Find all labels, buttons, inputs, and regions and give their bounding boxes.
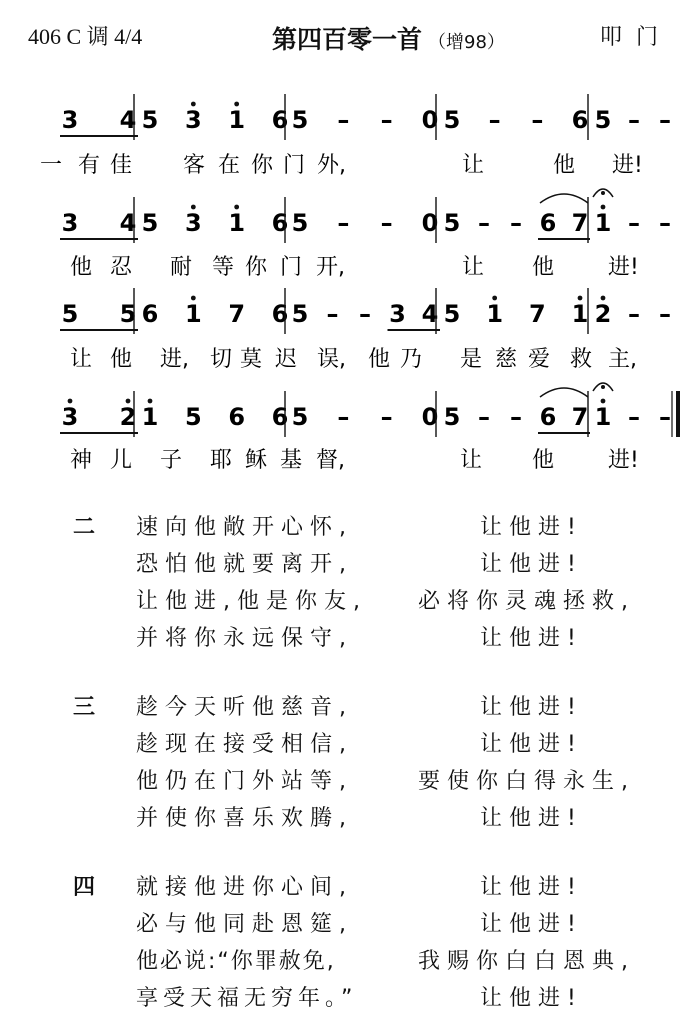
lyric-syllable: 开, <box>316 255 345 280</box>
verse-line-right: 让他进! <box>480 806 583 831</box>
lyric-syllable: 爱 <box>528 347 551 372</box>
lyric-syllable: 他 <box>70 255 93 280</box>
note: 3 <box>184 106 202 134</box>
note: – <box>628 209 640 237</box>
lyric-syllable: 他 <box>110 347 133 372</box>
lyric-syllable: 门 <box>283 153 306 178</box>
note: 5 <box>291 106 309 134</box>
lyric-syllable: 进! <box>612 153 643 178</box>
lyric-syllable: 你 <box>245 255 268 280</box>
octave-dot <box>191 102 196 107</box>
note: – <box>488 106 501 134</box>
verse-line-left: 趁今天听他慈音, <box>136 695 353 720</box>
hymn-subtitle: （增98） <box>428 32 505 53</box>
note: 3 <box>61 209 79 237</box>
verse-line-right: 让他进! <box>480 552 583 577</box>
lyric-syllable: 让 <box>70 347 93 372</box>
octave-dot <box>601 399 606 404</box>
note: – <box>337 209 350 237</box>
verse-line-left: 恐怕他就要离开, <box>136 552 353 577</box>
note: 0 <box>421 106 439 134</box>
music-score <box>0 0 700 500</box>
note: – <box>531 106 544 134</box>
note: 2 <box>594 300 612 328</box>
lyric-syllable: 一 <box>40 153 63 178</box>
note: 5 <box>184 403 202 431</box>
hymn-category: 叩门 <box>599 25 672 50</box>
verse-line-left: 必与他同赴恩筵, <box>136 912 353 937</box>
note: 5 <box>594 106 612 134</box>
note: 5 <box>291 209 309 237</box>
note: 3 <box>61 106 79 134</box>
verse-number: 二 <box>73 515 96 540</box>
lyric-syllable: 救 <box>570 347 593 372</box>
verse-number: 四 <box>73 875 96 900</box>
verse-line-left: 他仍在门外站等, <box>136 769 353 794</box>
lyric-syllable: 切 <box>210 347 233 372</box>
lyric-syllable: 慈 <box>495 347 518 372</box>
verse-4 <box>0 870 700 1030</box>
lyric-syllable: 耶 <box>210 448 233 473</box>
note: 0 <box>421 403 439 431</box>
lyric-syllable: 有 <box>78 153 101 178</box>
lyric-syllable: 基 <box>280 448 303 473</box>
slur <box>540 388 588 397</box>
octave-dot <box>191 205 196 210</box>
octave-dot <box>601 296 606 301</box>
note: 1 <box>571 300 589 328</box>
note: 7 <box>571 403 589 431</box>
note: 6 <box>571 106 589 134</box>
lyric-syllable: 他 <box>532 448 555 473</box>
verse-number: 三 <box>73 695 96 720</box>
note: 5 <box>443 403 461 431</box>
octave-dot <box>126 399 131 404</box>
lyric-syllable: 你 <box>251 153 274 178</box>
verse-line-right: 让他进! <box>480 515 583 540</box>
note: 4 <box>119 209 137 237</box>
lyric-syllable: 神 <box>70 448 93 473</box>
lyric-syllable: 督, <box>316 448 345 473</box>
note: 5 <box>443 209 461 237</box>
note: 1 <box>184 300 202 328</box>
lyric-syllable: 让 <box>460 448 483 473</box>
note: 5 <box>119 300 137 328</box>
note: 1 <box>594 209 612 237</box>
note: – <box>326 300 339 328</box>
note: – <box>478 403 490 431</box>
note: 5 <box>61 300 79 328</box>
verse-line-right: 让他进! <box>480 912 583 937</box>
title-text: 第四百零一首 <box>272 25 423 54</box>
note: 3 <box>389 300 406 328</box>
note: 7 <box>571 209 589 237</box>
lyric-syllable: 儿 <box>110 448 133 473</box>
note: – <box>628 403 640 431</box>
note: – <box>659 209 671 237</box>
note: 6 <box>539 209 557 237</box>
lyric-syllable: 忍 <box>110 255 133 280</box>
lyric-syllable: 耐 <box>170 255 193 280</box>
verse-line-right: 我赐你白白恩典, <box>418 949 635 974</box>
note: – <box>628 300 640 328</box>
hymn-info: 406 C 调 4/4 <box>28 24 143 49</box>
note: – <box>478 209 490 237</box>
octave-dot <box>148 399 153 404</box>
lyric-syllable: 进, <box>160 347 189 372</box>
fermata-dot <box>601 191 605 195</box>
note: 1 <box>141 403 159 431</box>
note: 1 <box>228 209 246 237</box>
lyric-syllable: 莫 <box>240 347 263 372</box>
lyric-syllable: 主, <box>608 347 637 372</box>
lyric-syllable: 稣 <box>245 448 268 473</box>
octave-dot <box>492 296 497 301</box>
verse-line-left: 就接他进你心间, <box>136 875 353 900</box>
note: 3 <box>184 209 202 237</box>
octave-dot <box>68 399 73 404</box>
note: – <box>659 300 671 328</box>
verse-line-left: 并将你永远保守, <box>136 626 353 651</box>
note: 6 <box>271 403 289 431</box>
octave-dot <box>191 296 196 301</box>
note: 3 <box>61 403 79 431</box>
note: – <box>510 209 522 237</box>
lyric-syllable: 等 <box>212 255 235 280</box>
verse-line-right: 必将你灵魂拯救, <box>418 589 635 614</box>
note: 6 <box>228 403 246 431</box>
verse-line-left: 他必说:“你罪赦免, <box>136 949 336 974</box>
octave-dot <box>234 102 239 107</box>
note: 5 <box>291 300 309 328</box>
note: 7 <box>228 300 246 328</box>
verse-line-right: 让他进! <box>480 626 583 651</box>
note: 5 <box>291 403 309 431</box>
lyric-syllable: 他 <box>532 255 555 280</box>
octave-dot <box>234 205 239 210</box>
verse-line-right: 让他进! <box>480 732 583 757</box>
verse-line-left: 并使你喜乐欢腾, <box>136 806 353 831</box>
note: 6 <box>539 403 557 431</box>
note: – <box>359 300 371 328</box>
lyric-syllable: 进! <box>608 255 639 280</box>
lyric-syllable: 在 <box>218 153 241 178</box>
fermata-dot <box>601 385 605 389</box>
note: – <box>628 106 640 134</box>
note: 7 <box>528 300 546 328</box>
note: 6 <box>271 300 289 328</box>
slur <box>540 194 588 203</box>
note: 0 <box>421 209 439 237</box>
verse-line-left: 趁现在接受相信, <box>136 732 353 757</box>
note: – <box>510 403 522 431</box>
octave-dot <box>601 205 606 210</box>
note: – <box>659 403 671 431</box>
note: 5 <box>443 300 461 328</box>
lyric-syllable: 让 <box>462 153 485 178</box>
lyric-syllable: 让 <box>462 255 485 280</box>
note: 4 <box>119 106 137 134</box>
verse-line-left: 享受天福无穷年。” <box>136 986 358 1011</box>
note: 1 <box>228 106 246 134</box>
verse-3 <box>0 690 700 850</box>
lyric-syllable: 乃 <box>400 347 423 372</box>
lyric-syllable: 外, <box>317 153 346 178</box>
lyric-syllable: 佳 <box>110 153 133 178</box>
lyric-syllable: 门 <box>280 255 303 280</box>
note: 1 <box>486 300 504 328</box>
lyric-syllable: 客 <box>183 153 206 178</box>
lyric-syllable: 是 <box>460 347 483 372</box>
note: – <box>380 106 393 134</box>
lyric-syllable: 误, <box>317 347 346 372</box>
verse-line-right: 让他进! <box>480 695 583 720</box>
lyric-syllable: 进! <box>608 448 639 473</box>
note: 5 <box>443 106 461 134</box>
note: 5 <box>141 209 159 237</box>
verse-line-right: 要使你白得永生, <box>418 769 635 794</box>
note: – <box>659 106 671 134</box>
note: 6 <box>271 209 289 237</box>
lyric-syllable: 子 <box>160 448 183 473</box>
lyric-syllable: 迟 <box>275 347 298 372</box>
verse-2 <box>0 510 700 670</box>
note: 2 <box>119 403 137 431</box>
note: – <box>380 209 393 237</box>
note: 6 <box>141 300 159 328</box>
verse-line-left: 速向他敞开心怀, <box>136 515 353 540</box>
note: 4 <box>421 300 439 328</box>
note: – <box>337 403 350 431</box>
octave-dot <box>578 296 583 301</box>
note: – <box>380 403 393 431</box>
verse-line-right: 让他进! <box>480 875 583 900</box>
note: 6 <box>271 106 289 134</box>
note: 1 <box>594 403 612 431</box>
note: – <box>337 106 350 134</box>
verse-line-left: 让他进,他是你友, <box>136 589 367 614</box>
note: 5 <box>141 106 159 134</box>
verses-section <box>0 510 700 1030</box>
lyric-syllable: 他 <box>553 153 576 178</box>
verse-line-right: 让他进! <box>480 986 583 1011</box>
lyric-syllable: 他 <box>368 347 391 372</box>
